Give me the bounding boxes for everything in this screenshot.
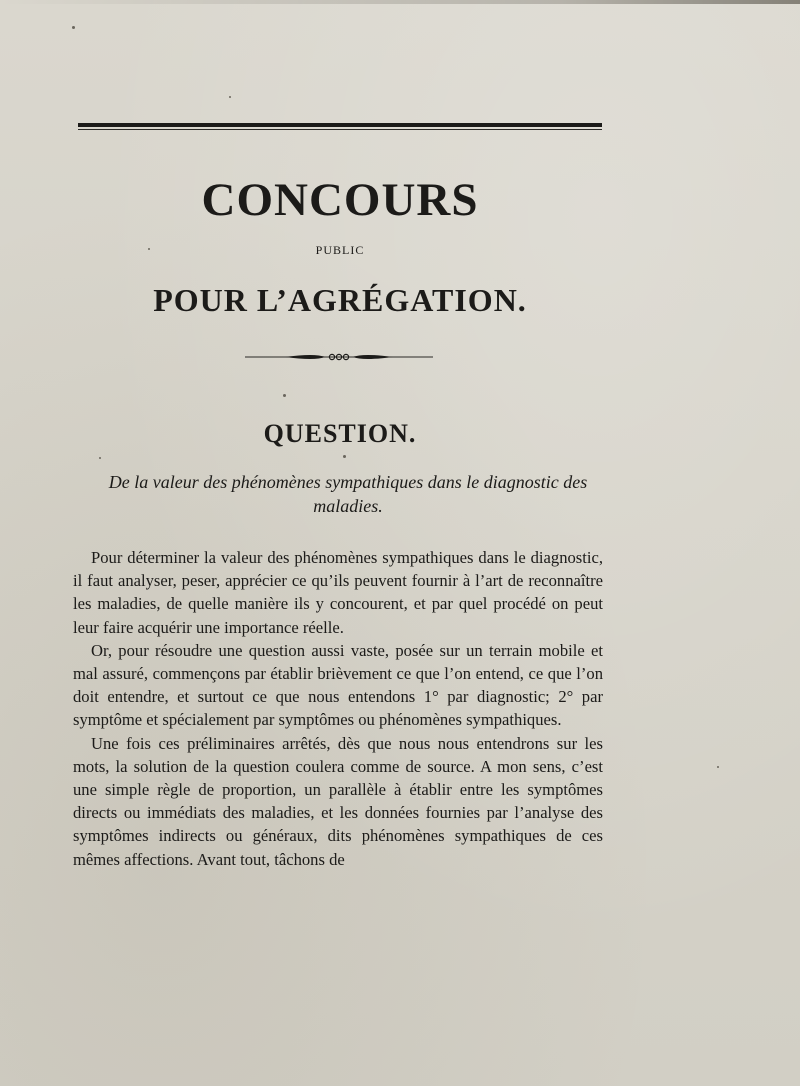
paper-speck xyxy=(343,455,346,458)
heading-small: PUBLIC xyxy=(315,243,365,257)
ornament-divider xyxy=(245,350,433,364)
heading-main: CONCOURS xyxy=(201,174,479,226)
paper-speck xyxy=(229,96,231,98)
header-rule-thin xyxy=(78,129,602,130)
body-text xyxy=(73,546,603,871)
paper-speck xyxy=(99,457,101,459)
paper-speck xyxy=(283,394,286,397)
header-rule-thick xyxy=(78,123,602,127)
question-subtitle: De la valeur des phénomènes sympathiques dans le diagnostic des maladies. xyxy=(108,472,588,516)
paper-speck xyxy=(717,766,719,768)
paper-speck xyxy=(72,26,75,29)
page-top-edge xyxy=(0,0,800,4)
paragraph-2: Or, pour résoudre une question aussi vaste, posée sur un terrain mobile et mal assuré, commençons par établir brièvement ce que l’on entend, ce que l’on doit entendre, et surtout ce que nous entendons 1° par diagnostic; 2° par symptôme et spécialement par symptômes ou phénomènes sympathiques. xyxy=(73,640,603,730)
paragraph-3: Une fois ces préliminaires arrêtés, dès que nous nous entendrons sur les mots, la solution de la question coulera comme de source. A mon sens, c’est une simple règle de proportion, un parallèle à établir entre les symptômes directs ou immédiats des maladies, et les données fournies par l’analyse des symptômes indirects ou généraux, dits phénomènes sympathiques de ces mêmes affections. Avant tout, tâchons de xyxy=(73,733,603,869)
paragraph-1: Pour déterminer la valeur des phénomènes sympathiques dans le diagnostic, il faut analyser, peser, apprécier ce qu’ils peuvent fournir à l’art de reconnaître les maladies, de quelle manière ils y concourent, et par quel procédé on peut leur faire acquérir une importance réelle. xyxy=(73,548,603,637)
heading-sub: POUR L’AGRÉGATION. xyxy=(153,282,527,318)
paper-speck xyxy=(148,248,150,250)
section-heading: QUESTION. xyxy=(263,419,417,448)
